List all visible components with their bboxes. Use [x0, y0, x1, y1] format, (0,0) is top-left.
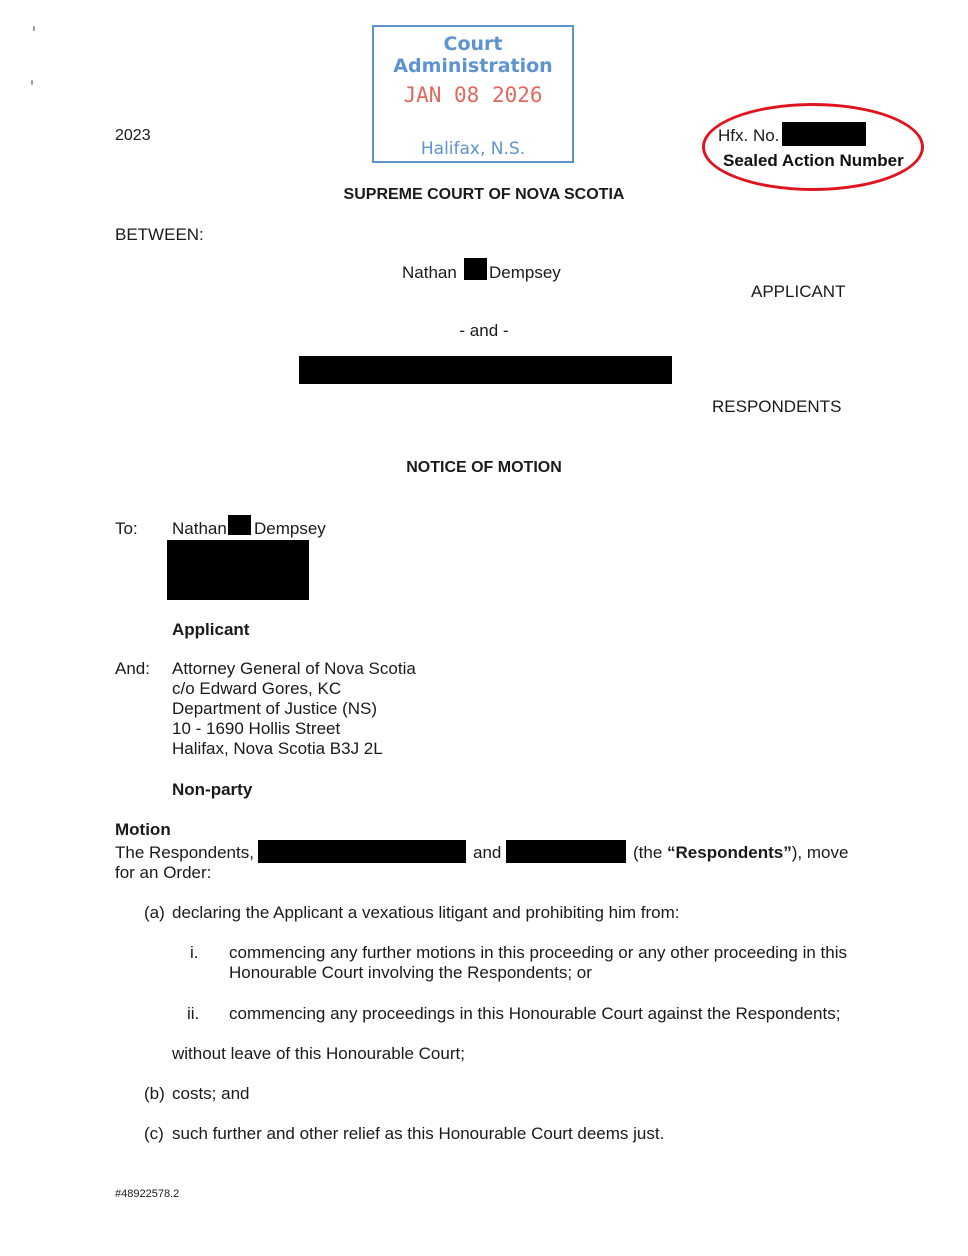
court-administration-stamp	[372, 25, 574, 163]
sealed-action-annotation: Sealed Action Number	[723, 151, 904, 170]
subitem-ii-marker: ii.	[187, 1004, 200, 1023]
address-line: c/o Edward Gores, KC	[172, 679, 342, 698]
item-a-marker: (a)	[144, 903, 165, 922]
non-party-address	[172, 659, 416, 759]
redaction-respondents-names	[299, 356, 672, 384]
file-number-label: Hfx. No.	[718, 126, 780, 145]
subitem-ii-line: commencing any proceedings in this Honourable Court against the Respondents;	[229, 1004, 841, 1023]
to-last-name: Dempsey	[254, 519, 326, 538]
to-role: Applicant	[172, 620, 250, 639]
subitem-i-line: Honourable Court involving the Respondents; or	[229, 963, 592, 982]
item-a-text: declaring the Applicant a vexatious litigant and prohibiting him from:	[172, 903, 680, 922]
applicant-first-name: Nathan	[402, 263, 457, 282]
item-b-marker: (b)	[144, 1084, 165, 1103]
address-line: 10 - 1690 Hollis Street	[172, 719, 341, 738]
stamp-place: Halifax, N.S.	[420, 139, 526, 159]
motion-intro-end: for an Order:	[115, 863, 212, 882]
redaction-respondent-one	[258, 840, 466, 863]
redaction-to-address	[167, 540, 309, 600]
to-first-name: Nathan	[172, 519, 227, 538]
motion-intro-start: The Respondents,	[115, 843, 254, 862]
motion-intro-the: (the	[633, 843, 668, 862]
to-label: To:	[115, 519, 138, 538]
redaction-to-initial	[228, 515, 251, 535]
document-number: #48922578.2	[115, 1188, 180, 1200]
item-b-text: costs; and	[172, 1084, 250, 1103]
motion-heading: Motion	[115, 820, 171, 839]
applicant-role: APPLICANT	[751, 282, 846, 301]
redaction-applicant-initial	[464, 258, 487, 280]
address-line: Attorney General of Nova Scotia	[172, 659, 416, 678]
address-line: Department of Justice (NS)	[172, 699, 378, 718]
document-title: NOTICE OF MOTION	[406, 459, 562, 476]
redaction-respondent-two	[506, 840, 626, 863]
stamp-date: JAN 08 2026	[403, 83, 543, 107]
address-line: Halifax, Nova Scotia B3J 2L	[172, 739, 383, 758]
motion-intro-defined	[633, 843, 848, 863]
annotation-ellipse	[702, 103, 924, 191]
without-leave-text: without leave of this Honourable Court;	[172, 1044, 465, 1063]
stamp-title: Court Administration	[393, 33, 553, 77]
defined-term-respondents: “Respondents”	[667, 843, 792, 862]
subitem-i-line: commencing any further motions in this proceeding or any other proceeding in this	[229, 943, 848, 962]
motion-intro-and: and	[473, 843, 502, 862]
respondents-role: RESPONDENTS	[712, 397, 842, 416]
applicant-last-name: Dempsey	[489, 263, 561, 282]
motion-intro-move: ), move	[791, 843, 849, 862]
year: 2023	[115, 127, 151, 144]
scan-speck	[31, 80, 33, 85]
court-name: SUPREME COURT OF NOVA SCOTIA	[343, 186, 625, 203]
item-c-marker: (c)	[144, 1124, 164, 1143]
between-label: BETWEEN:	[115, 225, 204, 244]
item-c-text: such further and other relief as this Honourable Court deems just.	[172, 1124, 665, 1143]
scan-speck	[33, 26, 35, 31]
and-label: And:	[115, 659, 150, 678]
subitem-i-marker: i.	[190, 943, 199, 962]
and-separator: - and -	[459, 321, 509, 340]
non-party-role: Non-party	[172, 780, 253, 799]
